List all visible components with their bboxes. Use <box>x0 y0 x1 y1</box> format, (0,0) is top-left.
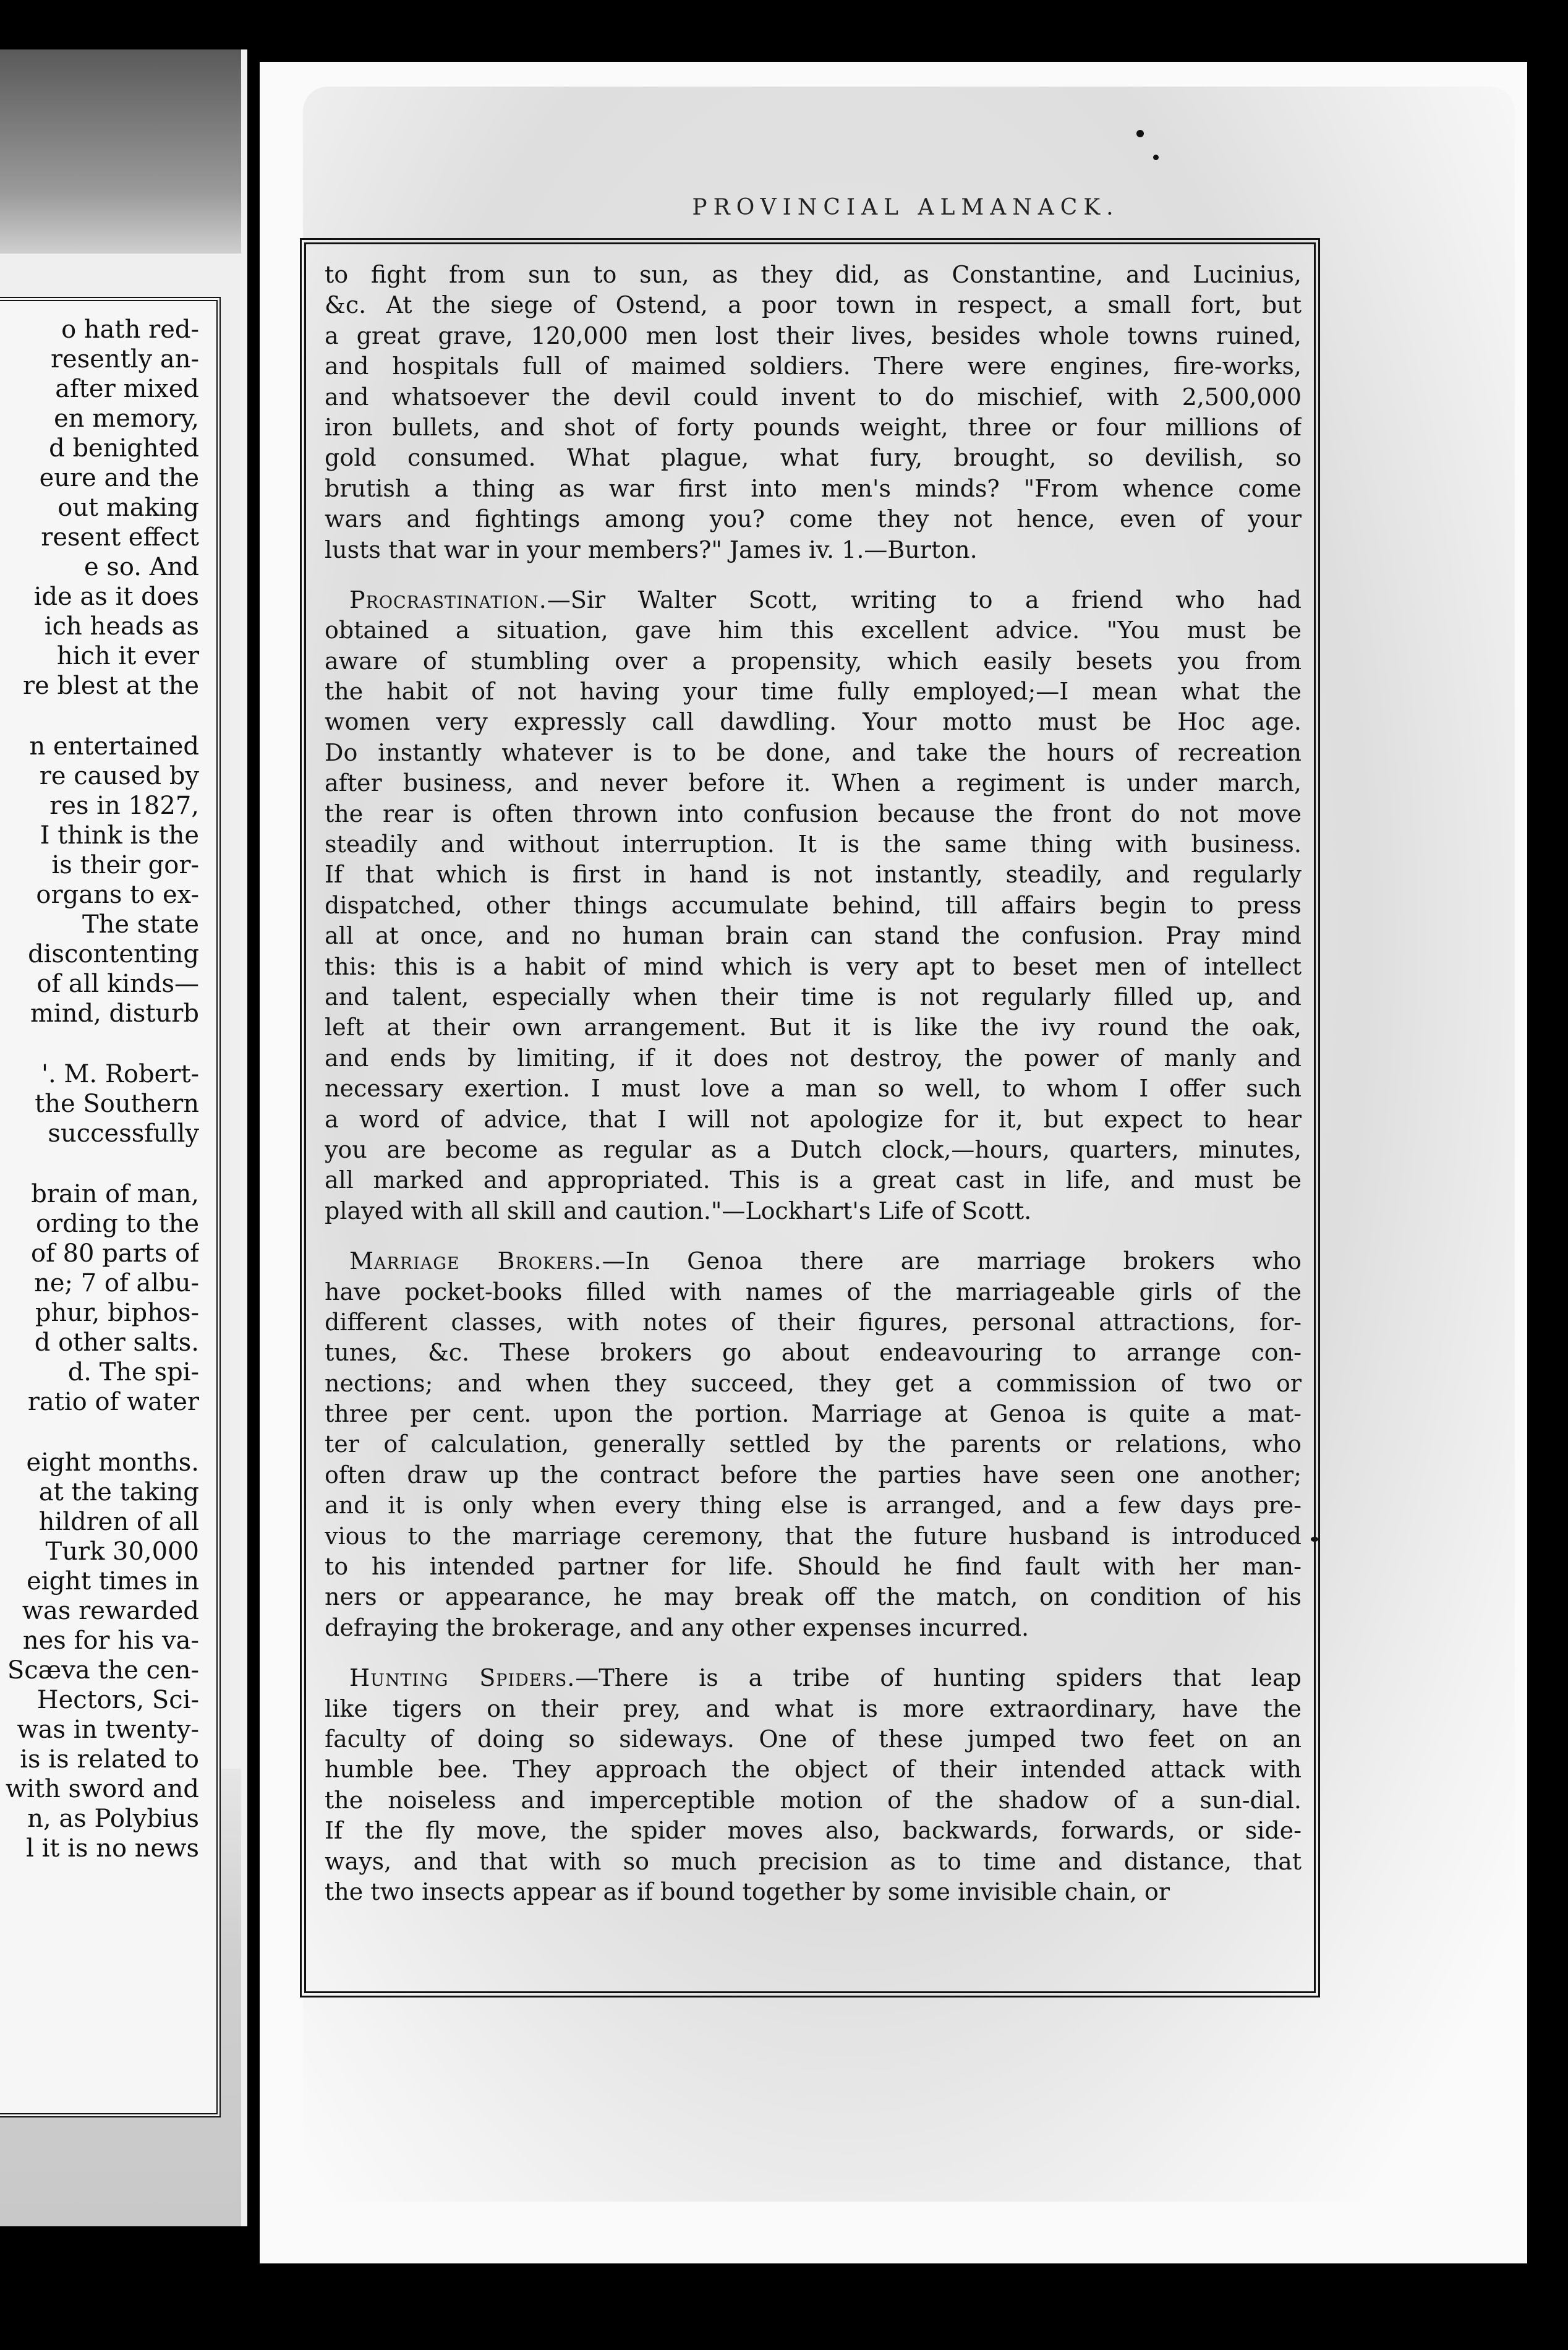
line-text: left at their own arrangement. But it is like the ivy round the oak, <box>325 1014 1302 1041</box>
text-line <box>325 1490 1302 1521</box>
text-line <box>325 1074 1302 1104</box>
ink-spot <box>1153 155 1159 160</box>
text-line <box>325 952 1302 982</box>
text-line <box>325 891 1302 921</box>
facing-page-line: out making <box>58 494 199 522</box>
line-text: ners or appearance, he may break off the match, on condition of his <box>325 1583 1302 1611</box>
text-line <box>325 1552 1302 1582</box>
facing-page-line: the Southern <box>35 1090 199 1118</box>
article-body <box>325 260 1302 1927</box>
paragraph <box>325 1246 1302 1643</box>
line-text: played with all skill and caution."—Lockhart's Life of Scott. <box>325 1197 1032 1224</box>
text-line <box>325 260 1302 290</box>
text-line <box>325 982 1302 1012</box>
text-line <box>325 677 1302 707</box>
line-text: iron bullets, and shot of forty pounds weight, three or four millions of <box>325 413 1302 441</box>
line-text: dispatched, other things accumulate behind, till affairs begin to press <box>325 891 1302 919</box>
facing-page-line: after mixed <box>55 375 199 403</box>
facing-page-line: of 80 parts of <box>31 1239 199 1268</box>
text-line <box>325 1816 1302 1846</box>
text-line <box>325 921 1302 951</box>
facing-page-column <box>0 297 221 2117</box>
section-heading: Marriage Brokers. <box>349 1247 602 1275</box>
text-line <box>325 1369 1302 1399</box>
facing-page-line: Hectors, Sci- <box>36 1686 199 1714</box>
text-line <box>325 1582 1302 1612</box>
line-text: and whatsoever the devil could invent to do mischief, with 2,500,000 <box>325 383 1302 411</box>
facing-page-line: The state <box>82 910 199 939</box>
facing-page-line: n, as Polybius <box>27 1805 199 1833</box>
text-line <box>325 474 1302 504</box>
line-text: all marked and appropriated. This is a great cast in life, and must be <box>325 1166 1302 1194</box>
facing-page-line: was rewarded <box>22 1597 199 1625</box>
facing-page-line: o hath red- <box>61 315 199 344</box>
line-text: have pocket-books filled with names of the marriageable girls of the <box>325 1278 1302 1305</box>
line-text: the noiseless and imperceptible motion of the shadow of a sun-dial. <box>325 1786 1302 1814</box>
line-text: Do instantly whatever is to be done, and take the hours of recreation <box>325 738 1302 766</box>
line-text: If the fly move, the spider moves also, backwards, forwards, or side- <box>325 1817 1302 1845</box>
facing-page-line: discontenting <box>28 940 199 968</box>
facing-page-line: resently an- <box>50 345 199 374</box>
facing-page-line: ide as it does <box>33 583 199 611</box>
text-line <box>325 799 1302 829</box>
line-text: lusts that war in your members?" James iv. 1.—Burton. <box>325 536 978 563</box>
line-text: women very expressly call dawdling. Your motto must be Hoc age. <box>325 708 1302 736</box>
text-line <box>325 443 1302 473</box>
line-text: like tigers on their prey, and what is more extraordinary, have the <box>325 1694 1302 1722</box>
text-line <box>325 585 1302 615</box>
facing-page-line: ording to the <box>35 1210 199 1238</box>
line-text: gold consumed. What plague, what fury, brought, so devilish, so <box>325 444 1302 472</box>
text-line <box>325 707 1302 737</box>
line-text: the rear is often thrown into confusion because the front do not move <box>325 800 1302 827</box>
line-text: defraying the brokerage, and any other expenses incurred. <box>325 1613 1029 1641</box>
line-text: you are become as regular as a Dutch clock,—hours, quarters, minutes, <box>325 1135 1302 1163</box>
text-line <box>325 768 1302 798</box>
text-line <box>325 321 1302 351</box>
line-text: all at once, and no human brain can stand the confusion. Pray mind <box>325 922 1302 950</box>
facing-page-line: ich heads as <box>44 612 199 641</box>
text-line <box>325 615 1302 646</box>
page-shadow <box>0 49 241 254</box>
line-text: vious to the marriage ceremony, that the future husband is introduced <box>325 1522 1302 1550</box>
facing-page-line: is is related to <box>20 1745 199 1774</box>
line-text: different classes, with notes of their figures, personal attractions, for- <box>325 1308 1302 1336</box>
facing-page-line: d benighted <box>49 434 199 463</box>
facing-page-line: ratio of water <box>27 1388 199 1416</box>
text-line <box>325 1724 1302 1754</box>
facing-page-line: I think is the <box>40 821 199 850</box>
line-text: —Sir Walter Scott, writing to a friend who had <box>547 586 1302 613</box>
facing-page-line: e so. And <box>84 553 199 581</box>
line-text: the habit of not having your time fully employed;—I mean what the <box>325 678 1302 706</box>
facing-page-line: re blest at the <box>22 672 199 700</box>
text-line <box>325 535 1302 565</box>
text-line <box>325 646 1302 677</box>
text-line <box>325 1847 1302 1877</box>
line-text: faculty of doing so sideways. One of these jumped two feet on an <box>325 1725 1302 1753</box>
text-line <box>325 1613 1302 1643</box>
line-text: and it is only when every thing else is arranged, and a few days pre- <box>325 1492 1302 1519</box>
facing-page-line: phur, biphos- <box>35 1299 199 1327</box>
line-text: and hospitals full of maimed soldiers. There were engines, fire-works, <box>325 352 1302 380</box>
line-text: If that which is first in hand is not instantly, steadily, and regularly <box>325 861 1302 889</box>
paragraph <box>325 585 1302 1226</box>
line-text: ways, and that with so much precision as to time and distance, that <box>325 1847 1302 1875</box>
facing-page-line: successfully <box>48 1119 199 1148</box>
text-line <box>325 1429 1302 1459</box>
facing-page-line: res in 1827, <box>49 792 199 820</box>
text-line <box>325 1460 1302 1490</box>
line-text: brutish a thing as war first into men's minds? "From whence come <box>325 474 1302 502</box>
facing-page-line: hich it ever <box>56 642 199 670</box>
line-text: &c. At the siege of Ostend, a poor town in respect, a small fort, but <box>325 291 1302 319</box>
line-text: the two insects appear as if bound together by some invisible chain, or <box>325 1878 1170 1905</box>
text-line <box>325 1246 1302 1276</box>
paragraph <box>325 1663 1302 1907</box>
facing-page-line: Turk 30,000 <box>45 1537 199 1566</box>
text-line <box>325 1694 1302 1724</box>
facing-page-line: d other salts. <box>34 1328 199 1357</box>
text-line <box>325 504 1302 534</box>
text-line <box>325 1521 1302 1552</box>
ink-spot <box>1136 130 1144 137</box>
facing-page-line: Scæva the cen- <box>7 1656 199 1685</box>
facing-page-line: hildren of all <box>38 1508 199 1536</box>
text-line <box>325 1338 1302 1368</box>
line-text: often draw up the contract before the parties have seen one another; <box>325 1461 1302 1489</box>
line-text: steadily and without interruption. It is the same thing with business. <box>325 831 1302 858</box>
facing-page-line: brain of man, <box>31 1180 199 1208</box>
facing-page-line: d. The spi- <box>67 1358 199 1386</box>
text-line <box>325 1043 1302 1074</box>
text-line <box>325 412 1302 443</box>
line-text: nections; and when they succeed, they get a commission of two or <box>325 1369 1302 1397</box>
line-text: obtained a situation, gave him this excellent advice. "You must be <box>325 617 1302 644</box>
line-text: aware of stumbling over a propensity, which easily besets you from <box>325 647 1302 675</box>
facing-page-line: eure and the <box>39 464 199 492</box>
text-line <box>325 1307 1302 1338</box>
facing-page-line: eight times in <box>27 1567 199 1596</box>
facing-page-line: was in twenty- <box>17 1716 199 1744</box>
text-line <box>325 290 1302 320</box>
facing-page-line: eight months. <box>26 1448 199 1477</box>
line-text: a word of advice, that I will not apologize for it, but expect to hear <box>325 1105 1302 1133</box>
section-heading: Hunting Spiders. <box>349 1664 576 1692</box>
line-text: a great grave, 120,000 men lost their lives, besides whole towns ruined, <box>325 322 1302 349</box>
facing-page-line: l it is no news <box>26 1834 199 1863</box>
text-line <box>325 860 1302 890</box>
facing-page-line: resent effect <box>41 523 199 552</box>
text-line <box>325 1012 1302 1043</box>
line-text: humble bee. They approach the object of their intended attack with <box>325 1756 1302 1784</box>
line-text: —There is a tribe of hunting spiders that leap <box>575 1664 1302 1692</box>
text-line <box>325 1877 1302 1907</box>
text-line <box>325 829 1302 860</box>
paragraph <box>325 260 1302 565</box>
text-line <box>325 382 1302 412</box>
line-text: to fight from sun to sun, as they did, as Constantine, and Lucinius, <box>325 261 1302 288</box>
section-heading: Procrastination. <box>349 586 547 613</box>
line-text: tunes, &c. These brokers go about endeavouring to arrange con- <box>325 1339 1302 1367</box>
almanack-page <box>260 62 1527 2263</box>
line-text: ter of calculation, generally settled by the parents or relations, who <box>325 1430 1302 1458</box>
text-line <box>325 1663 1302 1693</box>
facing-page-line: ne; 7 of albu- <box>34 1269 199 1297</box>
line-text: wars and fightings among you? come they not hence, even of your <box>325 505 1302 533</box>
facing-page-line: nes for his va- <box>22 1626 199 1655</box>
facing-page-line: mind, disturb <box>30 999 199 1028</box>
line-text: necessary exertion. I must love a man so well, to whom I offer such <box>325 1075 1302 1103</box>
text-line <box>325 1785 1302 1816</box>
text-line <box>325 1165 1302 1195</box>
text-line <box>325 1277 1302 1307</box>
facing-page-line: re caused by <box>39 762 199 790</box>
line-text: and talent, especially when their time is not regularly filled up, and <box>325 983 1302 1011</box>
line-text: —In Genoa there are marriage brokers who <box>602 1247 1302 1275</box>
line-text: three per cent. upon the portion. Marriage at Genoa is quite a mat- <box>325 1400 1302 1428</box>
text-line <box>325 1399 1302 1429</box>
text-line <box>325 1196 1302 1226</box>
facing-page-text <box>0 315 199 1863</box>
facing-page-line: with sword and <box>5 1775 199 1803</box>
facing-page-line: organs to ex- <box>36 881 199 909</box>
text-line <box>325 1754 1302 1785</box>
text-line <box>325 1135 1302 1165</box>
text-line <box>325 351 1302 382</box>
facing-page <box>0 49 247 2226</box>
facing-page-line: at the taking <box>38 1478 199 1506</box>
line-text: this: this is a habit of mind which is very apt to beset men of intellect <box>325 952 1302 980</box>
line-text: to his intended partner for life. Should he find fault with her man- <box>325 1553 1302 1581</box>
facing-page-line: '. M. Robert- <box>41 1060 199 1088</box>
facing-page-line: of all kinds— <box>36 970 199 998</box>
line-text: and ends by limiting, if it does not destroy, the power of manly and <box>325 1044 1302 1072</box>
text-line <box>325 1104 1302 1135</box>
line-text: after business, and never before it. When a regiment is under march, <box>325 769 1302 797</box>
running-head: PROVINCIAL ALMANACK. <box>692 195 1120 220</box>
facing-page-line: is their gor- <box>51 851 199 879</box>
facing-page-line: n entertained <box>29 732 199 761</box>
text-line <box>325 738 1302 768</box>
facing-page-line: en memory, <box>54 404 199 433</box>
